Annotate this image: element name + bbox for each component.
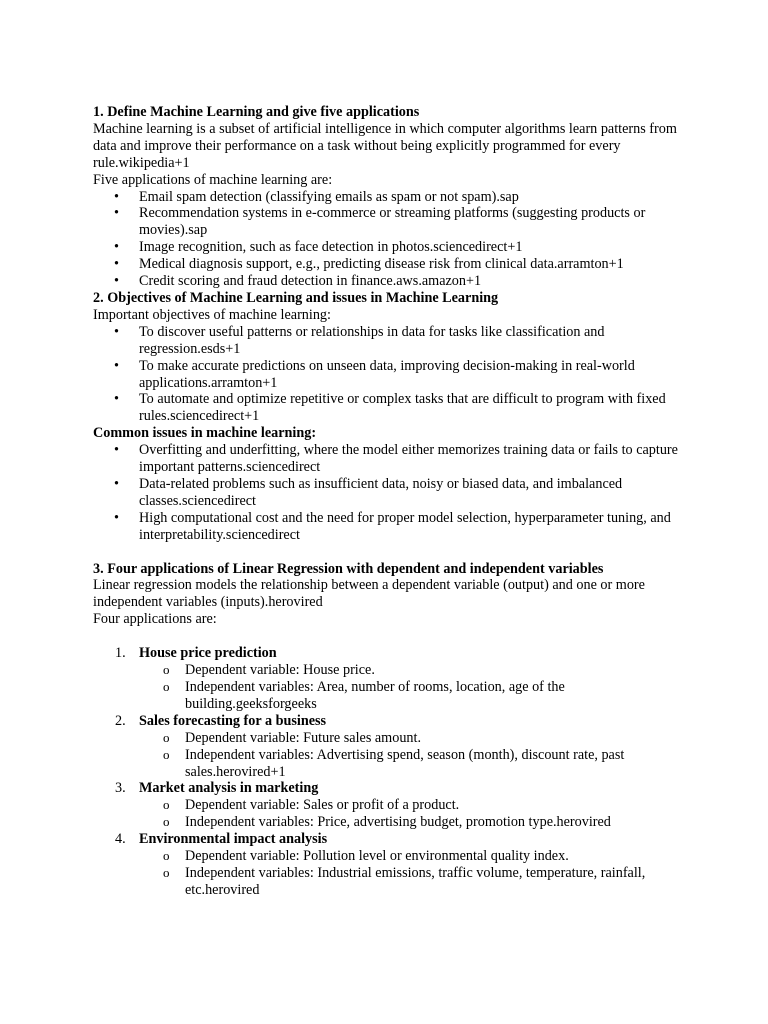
sub-list-item: o Dependent variable: House price. — [163, 662, 375, 679]
bullet-icon — [114, 189, 119, 206]
section-1-heading: 1. Define Machine Learning and give five applications — [93, 104, 420, 120]
list-item: • High computational cost and the need for proper model selection, hyperparameter tuning, and interpretability.sciencedirect — [93, 510, 683, 544]
bullet-icon — [114, 239, 119, 256]
circle-bullet-icon: o — [163, 797, 170, 813]
sub-list-item: o Independent variables: Industrial emissions, traffic volume, temperature, rainfall, etc.herovired — [163, 864, 646, 898]
objectives-list — [93, 324, 683, 425]
bullet-icon — [114, 510, 119, 527]
list-item: • Overfitting and underfitting, where the model either memorizes training data or fails to capture important patterns.sciencedirect — [93, 442, 683, 476]
list-number: 2. — [115, 712, 126, 729]
bullet-icon — [114, 391, 119, 408]
circle-bullet-icon: o — [163, 662, 170, 678]
list-number: 1. — [115, 645, 126, 662]
app-title: Market analysis in marketing — [139, 780, 319, 797]
circle-bullet-icon: o — [163, 814, 170, 830]
objectives-intro: Important objectives of machine learning: — [93, 306, 331, 323]
app-title: Environmental impact analysis — [139, 831, 328, 848]
sub-list-item: o Dependent variable: Future sales amount. — [163, 729, 421, 746]
app-title: Sales forecasting for a business — [139, 712, 327, 729]
bullet-icon — [114, 442, 119, 459]
list-item: • Recommendation systems in e-commerce or streaming platforms (suggesting products or movies).sap — [93, 205, 683, 239]
lr-apps-list — [93, 645, 683, 899]
circle-bullet-icon: o — [163, 746, 170, 762]
document-page — [93, 104, 683, 899]
sub-list — [139, 848, 683, 899]
section-2-heading: 2. Objectives of Machine Learning and issues in Machine Learning — [93, 289, 499, 306]
list-item: • Data-related problems such as insufficient data, noisy or biased data, and imbalanced classes.sciencedirect — [93, 476, 683, 510]
list-item: • Credit scoring and fraud detection in finance.aws.amazon+1 — [93, 273, 683, 290]
list-item — [93, 831, 683, 899]
bullet-icon — [114, 476, 119, 493]
circle-bullet-icon: o — [163, 679, 170, 694]
circle-bullet-icon: o — [163, 729, 170, 745]
spacer — [93, 628, 683, 645]
bullet-icon — [114, 358, 119, 375]
sub-list-item: o Independent variables: Price, advertising budget, promotion type.herovired — [163, 814, 611, 831]
list-item: • To automate and optimize repetitive or complex tasks that are difficult to program with fixed rules.sciencedirect+1 — [93, 391, 683, 425]
ml-apps-list — [93, 189, 683, 290]
bullet-icon — [114, 205, 119, 222]
list-number: 4. — [115, 831, 126, 848]
ml-definition: Machine learning is a subset of artificial intelligence in which computer algorithms learn patterns from data and improve their performance on a task without being explicitly programmed for every rule.wikipedia+1 — [93, 120, 677, 171]
list-item: • To make accurate predictions on unseen data, improving decision-making in real-world applications.arramton+1 — [93, 358, 683, 392]
bullet-icon — [114, 324, 119, 341]
circle-bullet-icon: o — [163, 864, 170, 880]
lr-apps-intro: Four applications are: — [93, 611, 217, 628]
list-item: • Email spam detection (classifying emails as spam or not spam).sap — [93, 189, 683, 206]
list-item: • Image recognition, such as face detection in photos.sciencedirect+1 — [93, 239, 683, 256]
issues-list — [93, 442, 683, 543]
ml-apps-intro: Five applications of machine learning are: — [93, 171, 333, 188]
list-item: • Medical diagnosis support, e.g., predicting disease risk from clinical data.arramton+1 — [93, 256, 683, 273]
list-item — [93, 645, 683, 713]
list-item — [93, 713, 683, 781]
list-item: • To discover useful patterns or relationships in data for tasks like classification and regression.esds+1 — [93, 324, 683, 358]
section-3-heading: 3. Four applications of Linear Regression with dependent and independent variables — [93, 560, 604, 577]
spacer — [93, 544, 683, 561]
lr-intro: Linear regression models the relationship between a dependent variable (output) and one or more independent variables (inputs).herovired — [93, 577, 645, 611]
sub-list — [139, 797, 683, 831]
bullet-icon — [114, 256, 119, 273]
circle-bullet-icon: o — [163, 848, 170, 864]
sub-list-item: o Independent variables: Area, number of rooms, location, age of the building.geeksforgeeks — [163, 679, 565, 712]
issues-heading: Common issues in machine learning: — [93, 425, 317, 442]
sub-list — [139, 662, 683, 713]
sub-list-item: o Independent variables: Advertising spend, season (month), discount rate, past sales.herovired+1 — [163, 746, 625, 780]
list-number: 3. — [115, 780, 126, 797]
sub-list — [139, 730, 683, 781]
bullet-icon — [114, 273, 119, 290]
sub-list-item: o Dependent variable: Pollution level or environmental quality index. — [163, 848, 569, 865]
sub-list-item: o Dependent variable: Sales or profit of a product. — [163, 797, 460, 814]
list-item — [93, 780, 683, 831]
app-title: House price prediction — [139, 645, 277, 662]
